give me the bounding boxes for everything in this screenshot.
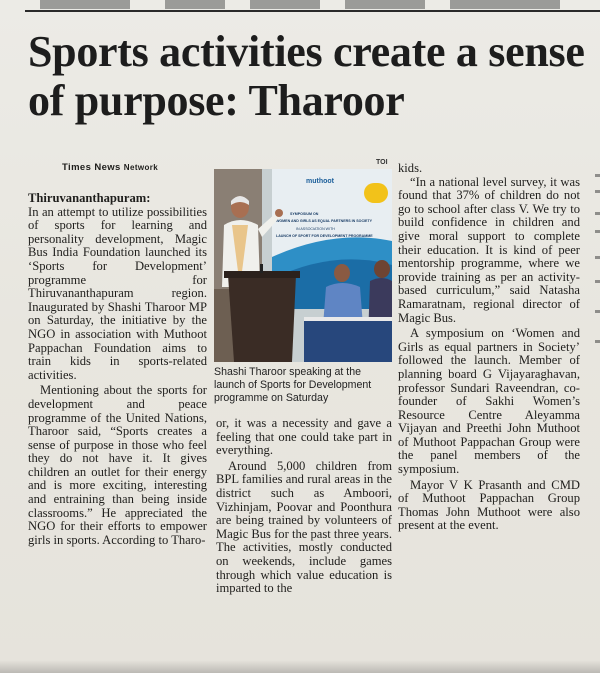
dateline: Thiruvananthapuram: (28, 191, 151, 205)
bottom-cut-edge (0, 660, 600, 673)
article-paragraph (28, 192, 207, 382)
photo-caption: Shashi Tharoor speaking at the launch of Sports for Development programme on Saturday (214, 366, 372, 404)
article-paragraph: Mayor V K Prasanth and CMD of Muthoot Pappachan Group Thomas John Muthoot were also present at the event. (398, 477, 580, 533)
article-paragraph: “In a national level survey, it was found that 37% of children do not go to school after class V. We try to build confidence in children and give moral support to complete their education. It is kind of peer mentorship programme, where we provide training as per an activity-based curriculum,” said Natasha Ramaratnam, regional director of Magic Bus. (398, 174, 580, 325)
banner-logo-text: muthoot (306, 178, 334, 185)
article-column-1 (28, 192, 207, 547)
byline-suffix: Network (123, 163, 159, 172)
byline-prefix: Times News (62, 162, 121, 173)
banner-line: WOMEN AND GIRLS AS EQUAL PARTNERS IN SOCIETY (276, 219, 373, 223)
article-paragraph: Mentioning about the sports for development and peace programme of the United Nations, Tharoor said, “Sports creates a sense of purpose in those who feel they do not have it. It gives children an outlet for their energy and is more exciting, interesting and entraining than being inside classrooms.” He appreciated the NGO for their efforts to empower girls in sports. According to Tharo- (28, 383, 207, 547)
article-paragraph: A symposium on ‘Women and Girls as equal partners in Society’ followed the launch. Member of planning board G Vijayaraghavan, professor Sundari Raveendran, co-founder of Sakhi Women’s Resource Centre Aleyamma Vijayan and Preethi John Muthoot of Muthoot Pappachan Group were the panel members of the symposium. (398, 326, 580, 477)
byline (62, 162, 158, 173)
photo-illustration (214, 169, 392, 362)
article-column-2 (216, 417, 392, 596)
banner-line: IN ASSOCIATION WITH (296, 227, 335, 231)
banner-line: SYMPOSIUM ON (290, 212, 319, 216)
paragraph-text: In an attempt to utilize possibilities of sports for learning and personality development, Magic Bus India Foundation launched its ‘Sports for Development’ programme for Thiruvananthapuram region. Inaugurated by Shashi Tharoor MP on Saturday, the initiative by the NGO in association with Muthoot Pappachan Foundation aims to train kids in sports-related activities. (28, 204, 207, 382)
article-paragraph: kids. (398, 161, 423, 175)
article-paragraph: Around 5,000 children from BPL families and rural areas in the district such as Amboori, Vizhinjam, Poovar and Poonthura are being trained by volunteers of Magic Bus for the past three years. The activities, mostly conducted on weekends, include games through which value education is imparted to the (216, 458, 392, 596)
article-photo (214, 169, 392, 362)
cut-text-fragment (450, 0, 560, 9)
cut-text-fragment (345, 0, 425, 9)
cut-text-fragment (40, 0, 130, 9)
photo-source-tag: TOI (376, 159, 388, 166)
headline: Sports activities create a sense of purpose: Tharoor (28, 27, 585, 125)
top-rule (25, 10, 600, 12)
article-column-3 (398, 162, 580, 533)
cut-text-fragment (165, 0, 225, 9)
banner-line: LAUNCH OF SPORT FOR DEVELOPMENT PROGRAMME (276, 234, 373, 238)
cut-column-edge (593, 160, 600, 630)
cut-text-fragment (250, 0, 320, 9)
article-paragraph: or, it was a necessity and gave a feeling that one could take part in everything. (216, 416, 392, 458)
